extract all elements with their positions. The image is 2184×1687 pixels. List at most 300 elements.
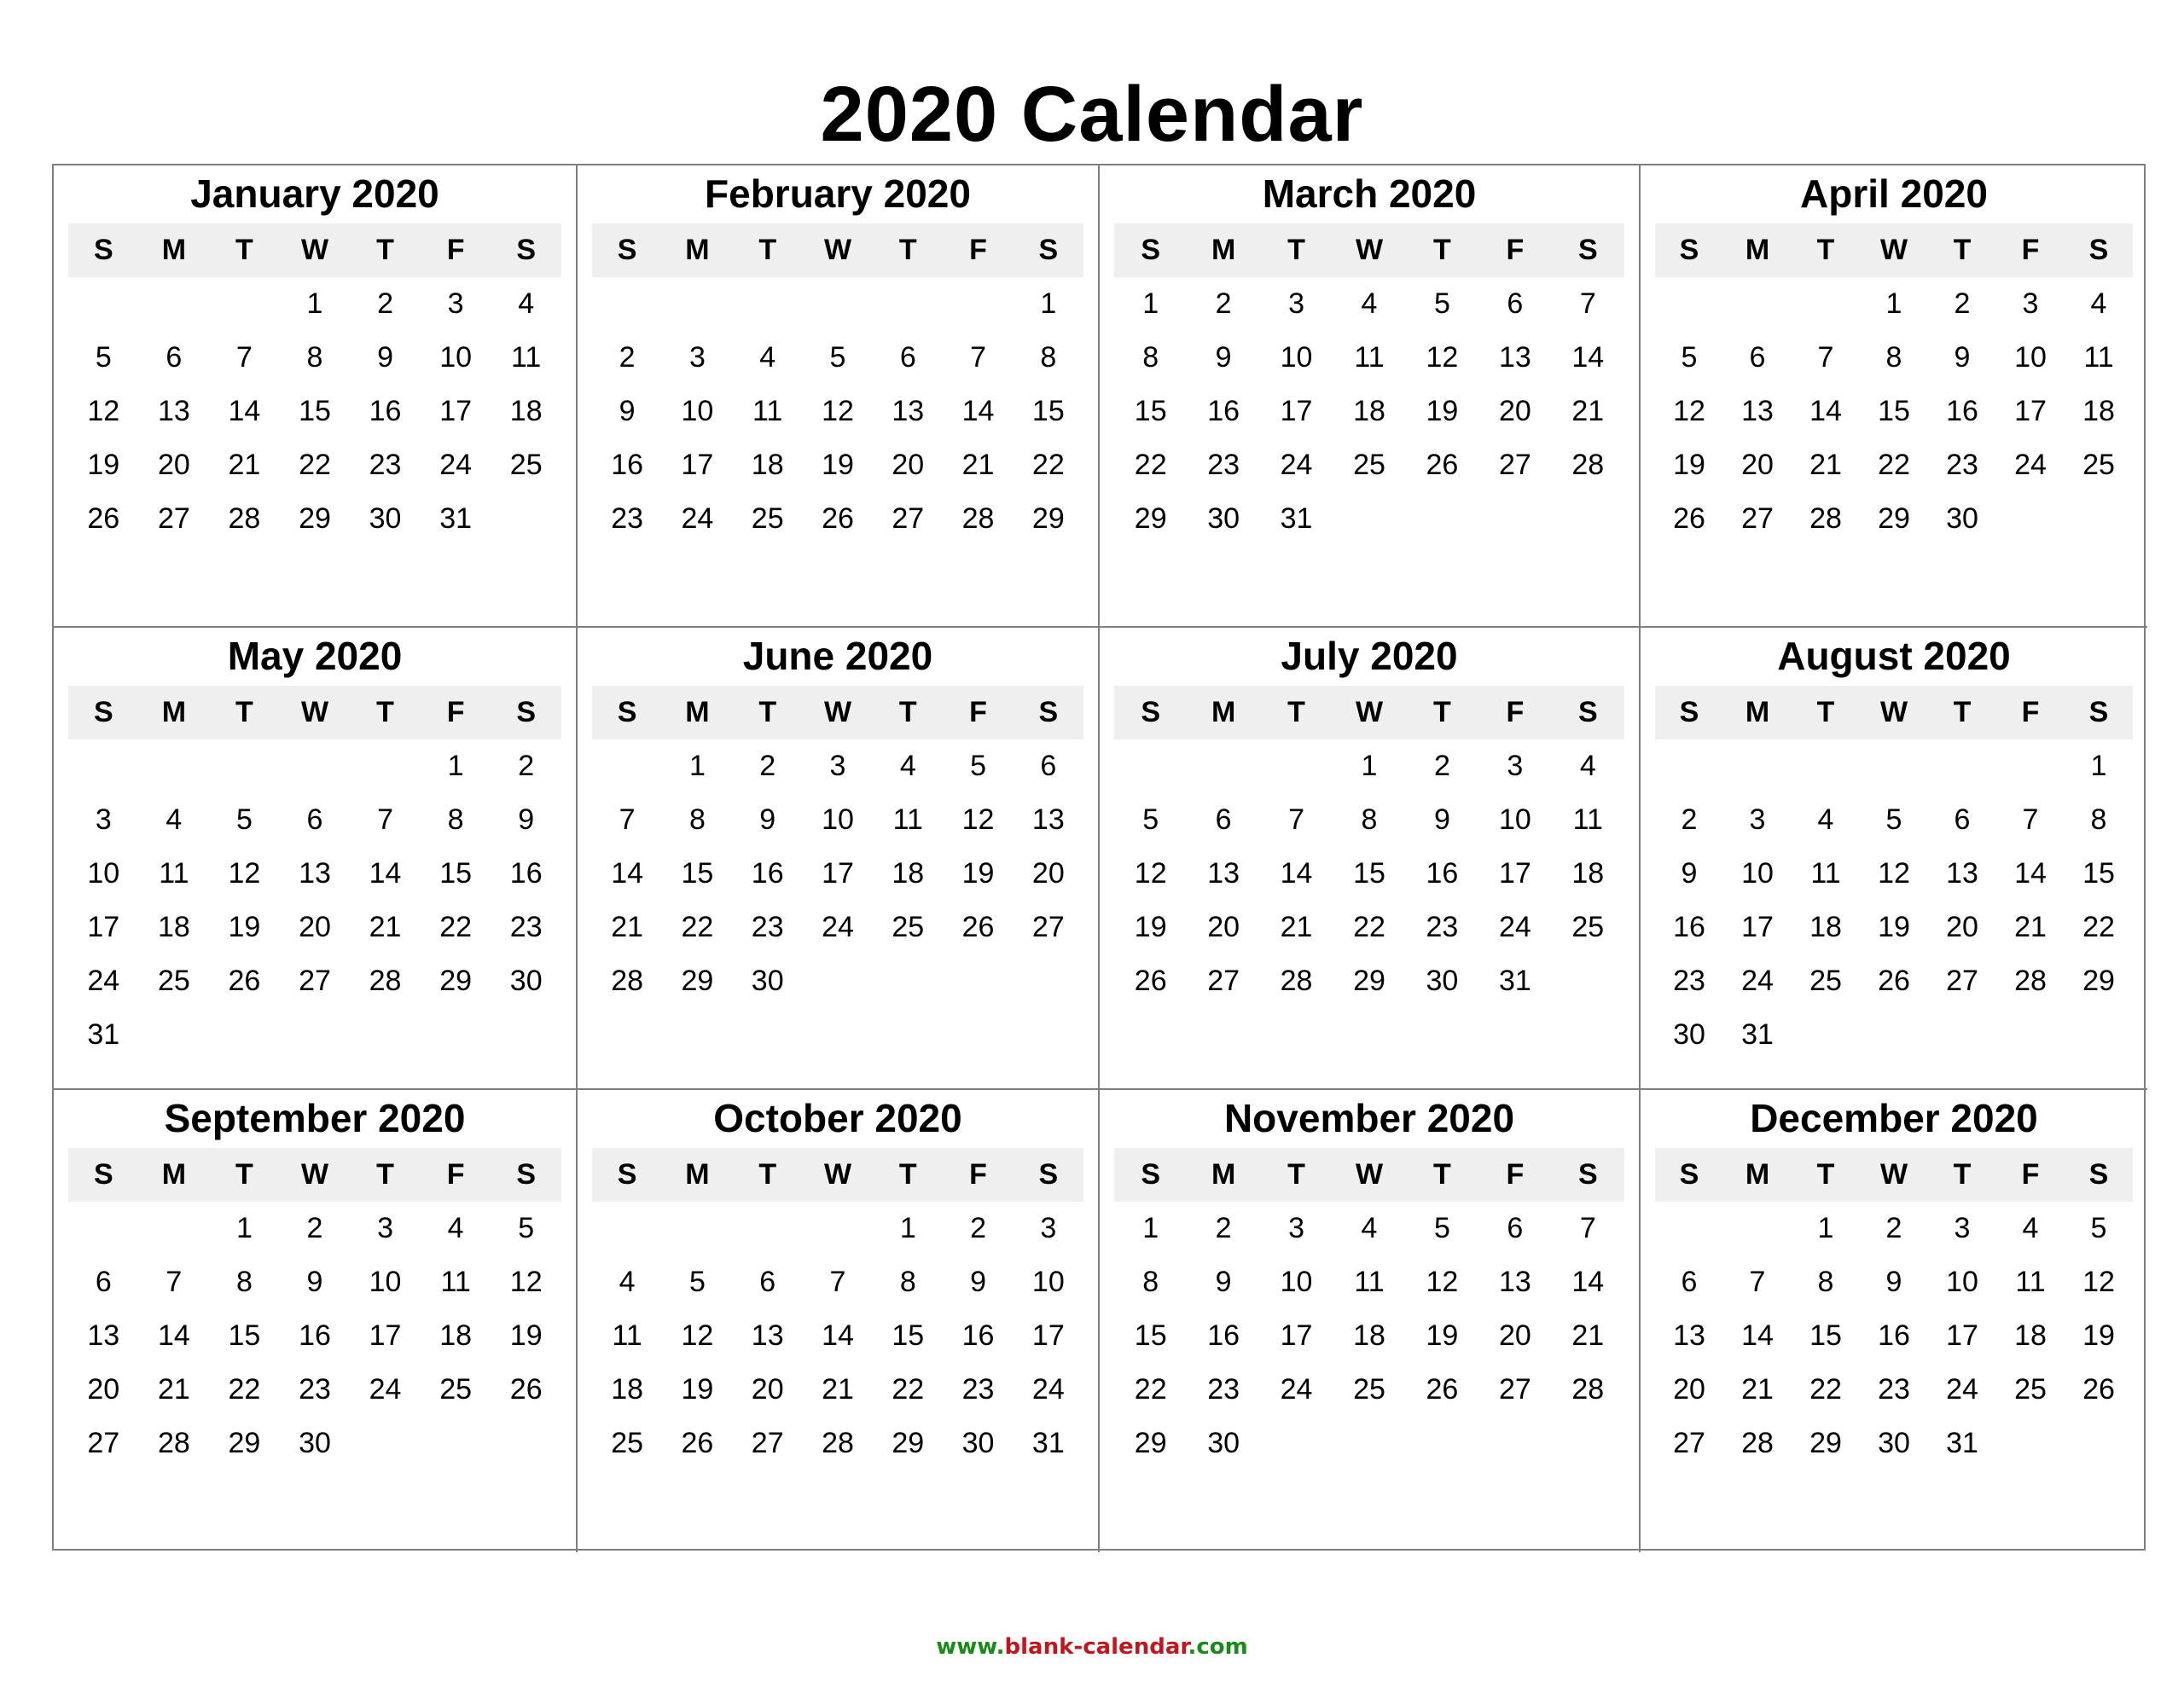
- day-cell: 23: [961, 1373, 995, 1406]
- month-block: [1641, 165, 2147, 628]
- day-cell: 4: [1361, 1212, 1378, 1244]
- day-cell: 16: [1207, 395, 1240, 427]
- day-cell: 3: [1288, 1212, 1305, 1244]
- weekday-label: T: [1287, 234, 1305, 266]
- day-cell: 5: [688, 1266, 706, 1298]
- day-cell: 8: [1817, 1266, 1834, 1298]
- weekday-label: S: [93, 234, 113, 266]
- day-cell: 21: [1280, 911, 1313, 943]
- day-cell: 2: [1215, 1212, 1232, 1244]
- day-cell: 6: [899, 341, 916, 374]
- month-title: July 2020: [1281, 634, 1458, 678]
- day-cell: 26: [228, 965, 261, 997]
- day-cell: 29: [681, 965, 714, 997]
- day-cell: 2: [1885, 1212, 1902, 1244]
- day-cell: 29: [1809, 1427, 1842, 1459]
- month-title: February 2020: [705, 171, 971, 216]
- day-cell: 29: [299, 502, 331, 535]
- day-cell: 15: [299, 395, 331, 427]
- day-cell: 17: [1946, 1319, 1978, 1352]
- weekday-header-row: [68, 686, 561, 739]
- day-cell-empty: [1792, 739, 1860, 793]
- day-cell: 28: [369, 965, 402, 997]
- day-cell: 11: [159, 857, 189, 890]
- day-cell: 12: [822, 395, 854, 427]
- weekday-label: S: [1577, 234, 1598, 266]
- day-cell-empty: [209, 277, 280, 331]
- month-block: [54, 165, 578, 628]
- day-cell: 12: [1426, 1266, 1459, 1298]
- day-cell: 10: [1946, 1266, 1978, 1298]
- day-cell: 7: [1579, 1212, 1596, 1244]
- weekday-label: T: [1433, 1158, 1451, 1191]
- day-cell: 19: [961, 857, 995, 890]
- day-cell: 5: [1142, 803, 1159, 836]
- day-cell: 10: [681, 395, 714, 427]
- day-grid: [1655, 1202, 2133, 1470]
- day-cell-empty: [1655, 277, 1723, 331]
- day-cell: 2: [1215, 287, 1232, 320]
- month-title: November 2020: [1223, 1096, 1515, 1140]
- day-cell: 10: [2014, 341, 2047, 374]
- day-cell: 13: [1498, 341, 1531, 374]
- footer-url-prefix: www.: [936, 1634, 1005, 1660]
- day-cell-empty: [803, 1202, 873, 1255]
- day-cell: 14: [1571, 341, 1605, 374]
- day-cell: 7: [1288, 803, 1305, 836]
- day-cell: 13: [299, 857, 331, 890]
- day-cell: 15: [681, 857, 714, 890]
- month-block: [1100, 628, 1641, 1090]
- day-cell: 27: [87, 1427, 120, 1459]
- day-cell: 27: [1673, 1427, 1705, 1459]
- day-grid: [1114, 277, 1624, 546]
- day-cell: 1: [1361, 750, 1378, 782]
- day-cell-empty: [943, 277, 1013, 331]
- weekday-label: T: [235, 234, 253, 266]
- day-cell: 5: [1433, 1212, 1450, 1244]
- day-cell: 17: [439, 395, 473, 427]
- day-cell: 13: [892, 395, 925, 427]
- weekday-label: M: [1211, 234, 1236, 266]
- day-cell-empty: [1928, 739, 1996, 793]
- weekday-label: M: [1211, 696, 1236, 728]
- day-cell: 6: [1507, 1212, 1524, 1244]
- month-title: September 2020: [164, 1096, 466, 1140]
- day-cell: 18: [751, 449, 784, 481]
- day-cell: 14: [369, 857, 402, 890]
- day-cell: 26: [1426, 1373, 1459, 1406]
- day-cell: 20: [1498, 395, 1531, 427]
- day-cell: 8: [447, 803, 464, 836]
- day-cell: 15: [1878, 395, 1910, 427]
- day-cell: 19: [1426, 1319, 1459, 1352]
- weekday-label: F: [446, 696, 465, 728]
- day-cell: 31: [1741, 1018, 1774, 1051]
- day-cell: 12: [1878, 857, 1910, 890]
- day-cell: 11: [2015, 1266, 2046, 1298]
- weekday-label: W: [1355, 234, 1384, 266]
- day-cell: 12: [509, 1266, 543, 1298]
- day-cell: 14: [228, 395, 261, 427]
- day-cell: 15: [1031, 395, 1065, 427]
- day-cell: 5: [2090, 1212, 2107, 1244]
- weekday-label: S: [1038, 1158, 1059, 1191]
- day-cell: 25: [509, 449, 543, 481]
- day-cell: 8: [1142, 1266, 1159, 1298]
- day-cell: 25: [2014, 1373, 2047, 1406]
- day-cell-empty: [68, 739, 139, 793]
- day-cell: 27: [751, 1427, 784, 1459]
- day-cell: 24: [1498, 911, 1531, 943]
- day-cell: 11: [1354, 1266, 1385, 1298]
- day-cell: 23: [299, 1373, 331, 1406]
- day-cell: 18: [1809, 911, 1842, 943]
- day-cell: 24: [1280, 1373, 1313, 1406]
- day-cell: 24: [1031, 1373, 1065, 1406]
- weekday-header-row: [1655, 686, 2133, 739]
- day-cell: 2: [619, 341, 636, 374]
- day-cell: 6: [95, 1266, 112, 1298]
- day-cell: 23: [509, 911, 543, 943]
- weekday-label: T: [1433, 234, 1451, 266]
- day-cell-empty: [803, 277, 873, 331]
- day-cell: 18: [2014, 1319, 2047, 1352]
- day-cell: 17: [2014, 395, 2047, 427]
- day-cell: 15: [1809, 1319, 1842, 1352]
- day-cell: 30: [1878, 1427, 1910, 1459]
- day-cell: 19: [2082, 1319, 2115, 1352]
- day-cell: 19: [87, 449, 120, 481]
- day-cell: 18: [509, 395, 543, 427]
- day-cell: 4: [447, 1212, 464, 1244]
- day-cell: 11: [511, 341, 542, 374]
- day-cell: 5: [1885, 803, 1902, 836]
- day-cell: 18: [439, 1319, 473, 1352]
- day-cell: 16: [751, 857, 784, 890]
- day-cell: 4: [759, 341, 776, 374]
- day-cell: 8: [688, 803, 706, 836]
- day-cell: 25: [892, 911, 925, 943]
- day-cell: 27: [1207, 965, 1240, 997]
- day-grid: [1655, 277, 2133, 546]
- day-cell: 24: [1741, 965, 1774, 997]
- day-cell: 31: [1280, 502, 1313, 535]
- day-cell: 3: [447, 287, 464, 320]
- day-cell: 26: [1878, 965, 1910, 997]
- day-cell: 24: [822, 911, 854, 943]
- day-cell: 25: [751, 502, 784, 535]
- weekday-label: F: [1506, 1158, 1525, 1191]
- day-cell-empty: [280, 739, 351, 793]
- day-cell-empty: [1860, 739, 1928, 793]
- weekday-label: T: [1287, 1158, 1305, 1191]
- month-title: June 2020: [742, 634, 933, 678]
- day-grid: [592, 739, 1083, 1008]
- day-cell: 16: [1878, 1319, 1910, 1352]
- day-cell: 28: [228, 502, 261, 535]
- day-cell: 9: [518, 803, 535, 836]
- day-cell: 14: [2014, 857, 2047, 890]
- month-title: January 2020: [190, 171, 439, 216]
- day-cell: 18: [1353, 1319, 1385, 1352]
- day-cell: 28: [611, 965, 644, 997]
- day-cell: 19: [1426, 395, 1459, 427]
- day-cell: 4: [2022, 1212, 2039, 1244]
- day-grid: [592, 277, 1083, 546]
- day-grid: [68, 739, 561, 1062]
- day-cell: 10: [1498, 803, 1531, 836]
- weekday-label: T: [235, 1158, 253, 1191]
- footer-url-domain: blank-calendar: [1004, 1634, 1188, 1660]
- day-cell-empty: [662, 1202, 732, 1255]
- day-cell: 8: [1142, 341, 1159, 374]
- day-cell: 1: [2090, 750, 2107, 782]
- day-cell: 26: [1426, 449, 1459, 481]
- day-cell: 24: [369, 1373, 402, 1406]
- weekday-label: T: [376, 234, 394, 266]
- day-cell: 13: [1207, 857, 1240, 890]
- day-cell: 15: [439, 857, 473, 890]
- day-cell: 16: [611, 449, 644, 481]
- day-cell: 26: [509, 1373, 543, 1406]
- month-block: [1100, 165, 1641, 628]
- day-cell: 3: [1507, 750, 1524, 782]
- day-cell: 26: [961, 911, 995, 943]
- month-title: October 2020: [713, 1096, 962, 1140]
- day-cell: 6: [1681, 1266, 1698, 1298]
- month-block: [54, 628, 578, 1090]
- day-grid: [592, 1202, 1083, 1470]
- weekday-label: M: [1745, 696, 1770, 728]
- weekday-label: W: [1355, 1158, 1384, 1191]
- weekday-label: M: [685, 696, 710, 728]
- weekday-label: T: [1953, 1158, 1972, 1191]
- day-cell: 19: [822, 449, 854, 481]
- day-cell-empty: [733, 1202, 803, 1255]
- day-cell: 21: [1571, 1319, 1605, 1352]
- day-cell: 11: [440, 1266, 471, 1298]
- day-cell-empty: [1996, 739, 2065, 793]
- weekday-label: T: [1953, 234, 1972, 266]
- day-cell: 8: [1361, 803, 1378, 836]
- day-cell: 8: [235, 1266, 253, 1298]
- day-cell: 9: [759, 803, 776, 836]
- day-cell: 25: [1353, 1373, 1385, 1406]
- day-cell: 2: [518, 750, 535, 782]
- day-cell: 29: [892, 1427, 925, 1459]
- day-cell: 10: [369, 1266, 402, 1298]
- weekday-label: W: [1879, 696, 1908, 728]
- day-cell: 22: [1878, 449, 1910, 481]
- day-cell: 26: [87, 502, 120, 535]
- day-cell: 28: [1809, 502, 1842, 535]
- weekday-header-row: [1655, 1148, 2133, 1202]
- day-cell: 19: [509, 1319, 543, 1352]
- month-block: [578, 1090, 1100, 1552]
- day-cell: 30: [1426, 965, 1459, 997]
- day-cell: 27: [1498, 1373, 1531, 1406]
- day-cell: 4: [518, 287, 535, 320]
- day-cell: 3: [1954, 1212, 1971, 1244]
- weekday-label: M: [685, 1158, 710, 1191]
- weekday-label: T: [376, 1158, 394, 1191]
- weekday-label: F: [969, 1158, 987, 1191]
- day-cell: 8: [1040, 341, 1057, 374]
- day-cell: 11: [752, 395, 783, 427]
- day-cell: 22: [439, 911, 473, 943]
- day-cell: 21: [1571, 395, 1605, 427]
- day-cell: 27: [1031, 911, 1065, 943]
- weekday-label: M: [1745, 234, 1770, 266]
- day-cell: 28: [157, 1427, 190, 1459]
- day-cell: 28: [1571, 1373, 1605, 1406]
- day-cell: 1: [235, 1212, 253, 1244]
- day-cell-empty: [1655, 1202, 1723, 1255]
- day-cell: 14: [961, 395, 995, 427]
- day-cell: 1: [1142, 1212, 1159, 1244]
- day-grid: [1655, 739, 2133, 1062]
- day-cell: 24: [1946, 1373, 1978, 1406]
- day-cell: 30: [961, 1427, 995, 1459]
- day-cell: 20: [299, 911, 331, 943]
- weekday-header-row: [1114, 686, 1624, 739]
- day-cell: 19: [1134, 911, 1167, 943]
- day-cell: 6: [1040, 750, 1057, 782]
- day-cell: 13: [87, 1319, 120, 1352]
- weekday-label: T: [898, 696, 917, 728]
- weekday-header-row: [592, 686, 1083, 739]
- day-cell: 21: [369, 911, 402, 943]
- day-cell: 16: [1207, 1319, 1240, 1352]
- day-cell: 14: [611, 857, 644, 890]
- day-cell: 4: [619, 1266, 636, 1298]
- day-cell: 3: [1749, 803, 1766, 836]
- day-cell: 22: [1134, 449, 1167, 481]
- weekday-label: T: [898, 1158, 917, 1191]
- day-cell: 26: [2082, 1373, 2115, 1406]
- day-cell: 20: [87, 1373, 120, 1406]
- day-cell: 22: [681, 911, 714, 943]
- day-grid: [68, 277, 561, 546]
- day-cell: 2: [1433, 750, 1450, 782]
- day-cell: 7: [829, 1266, 846, 1298]
- day-cell: 28: [822, 1427, 854, 1459]
- day-cell: 19: [228, 911, 261, 943]
- day-cell: 21: [157, 1373, 190, 1406]
- day-cell: 8: [1885, 341, 1902, 374]
- day-cell: 30: [1673, 1018, 1705, 1051]
- day-cell: 20: [1946, 911, 1978, 943]
- day-cell: 4: [1361, 287, 1378, 320]
- day-cell: 7: [166, 1266, 183, 1298]
- day-cell: 27: [299, 965, 331, 997]
- day-cell: 10: [1741, 857, 1774, 890]
- footer-url[interactable]: [0, 1632, 2184, 1662]
- day-cell: 27: [1946, 965, 1978, 997]
- day-cell: 24: [87, 965, 120, 997]
- day-cell: 4: [1579, 750, 1596, 782]
- day-cell: 19: [1878, 911, 1910, 943]
- day-cell: 22: [228, 1373, 261, 1406]
- day-cell: 28: [961, 502, 995, 535]
- day-cell: 31: [1031, 1427, 1065, 1459]
- day-cell: 17: [1741, 911, 1774, 943]
- day-cell: 17: [1280, 1319, 1313, 1352]
- day-cell: 22: [1134, 1373, 1167, 1406]
- day-cell: 20: [1031, 857, 1065, 890]
- day-cell: 16: [1426, 857, 1459, 890]
- day-cell: 9: [1954, 341, 1971, 374]
- day-cell: 5: [518, 1212, 535, 1244]
- day-cell: 21: [1741, 1373, 1774, 1406]
- weekday-label: W: [823, 1158, 852, 1191]
- day-cell: 13: [1741, 395, 1774, 427]
- day-cell: 7: [1749, 1266, 1766, 1298]
- day-cell: 5: [235, 803, 253, 836]
- day-cell: 20: [1207, 911, 1240, 943]
- day-cell: 22: [299, 449, 331, 481]
- weekday-header-row: [1114, 1148, 1624, 1202]
- day-cell: 21: [822, 1373, 854, 1406]
- weekday-label: T: [758, 696, 777, 728]
- day-cell-empty: [139, 1202, 210, 1255]
- day-cell: 12: [1426, 341, 1459, 374]
- weekday-label: S: [2088, 696, 2109, 728]
- day-cell: 4: [2090, 287, 2107, 320]
- day-cell: 24: [439, 449, 473, 481]
- day-cell: 29: [228, 1427, 261, 1459]
- weekday-label: M: [161, 1158, 187, 1191]
- day-cell: 31: [87, 1018, 120, 1051]
- day-cell: 30: [299, 1427, 331, 1459]
- day-cell: 16: [299, 1319, 331, 1352]
- weekday-label: S: [617, 696, 637, 728]
- day-cell: 28: [1741, 1427, 1774, 1459]
- day-cell: 20: [892, 449, 925, 481]
- weekday-label: M: [685, 234, 710, 266]
- day-cell: 11: [1354, 341, 1385, 374]
- day-cell: 25: [611, 1427, 644, 1459]
- day-cell: 18: [1571, 857, 1605, 890]
- day-cell: 23: [1673, 965, 1705, 997]
- day-cell: 6: [759, 1266, 776, 1298]
- day-cell-empty: [139, 739, 210, 793]
- weekday-label: S: [1577, 696, 1598, 728]
- day-cell: 23: [1426, 911, 1459, 943]
- day-cell: 1: [1817, 1212, 1834, 1244]
- day-cell: 12: [87, 395, 120, 427]
- day-cell: 6: [1215, 803, 1232, 836]
- day-cell-empty: [139, 277, 210, 331]
- day-cell-empty: [733, 277, 803, 331]
- day-cell: 2: [306, 1212, 323, 1244]
- weekday-label: F: [2021, 234, 2040, 266]
- weekday-header-row: [1655, 223, 2133, 277]
- day-cell-empty: [1114, 739, 1187, 793]
- day-cell: 4: [166, 803, 183, 836]
- weekday-label: S: [617, 1158, 637, 1191]
- weekday-label: W: [823, 234, 852, 266]
- day-cell: 14: [1280, 857, 1313, 890]
- day-cell: 4: [899, 750, 916, 782]
- day-cell: 18: [1353, 395, 1385, 427]
- day-cell: 5: [829, 341, 846, 374]
- weekday-label: S: [1679, 234, 1699, 266]
- day-cell: 13: [751, 1319, 784, 1352]
- day-cell-empty: [68, 1202, 139, 1255]
- day-cell: 5: [970, 750, 987, 782]
